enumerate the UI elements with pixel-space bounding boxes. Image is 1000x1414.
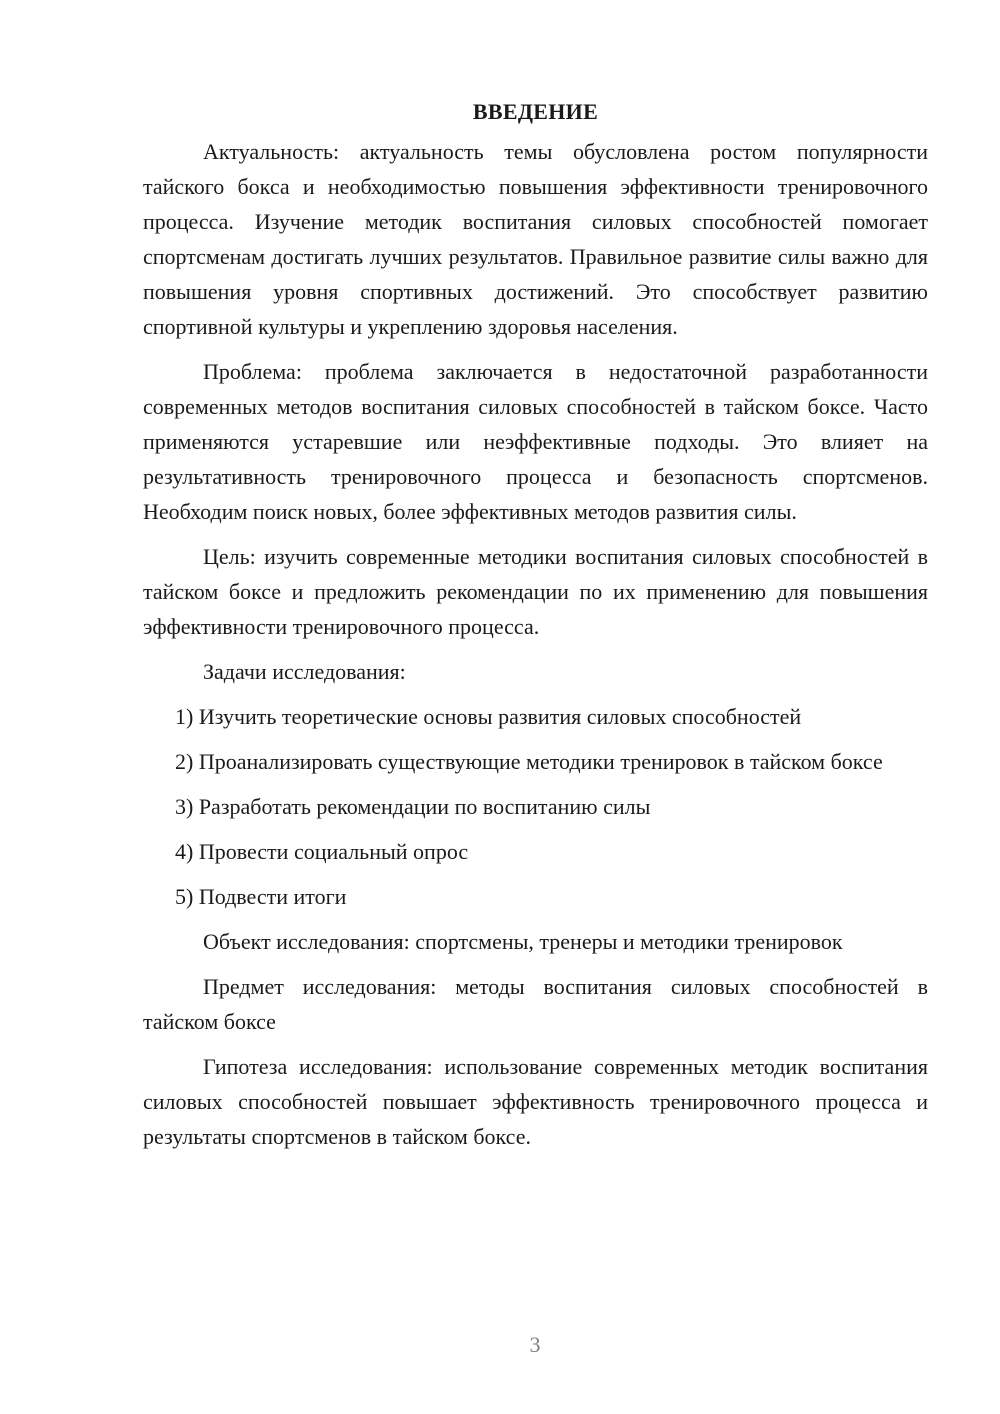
hypothesis-paragraph: Гипотеза исследования: использование современных методик воспитания силовых способностей повышает эффективность тренировочного процесса и результаты спортсменов в тайском боксе. xyxy=(143,1054,928,1149)
page-content xyxy=(143,94,928,1164)
subject-paragraph: Предмет исследования: методы воспитания силовых способностей в тайском боксе xyxy=(143,974,928,1034)
page-number: 3 xyxy=(529,1332,541,1357)
object-paragraph: Объект исследования: спортсмены, тренеры и методики тренировок xyxy=(203,929,843,954)
tasks-heading: Задачи исследования: xyxy=(203,659,406,684)
task-item: 3) Разработать рекомендации по воспитанию силы xyxy=(175,794,651,819)
task-item: 5) Подвести итоги xyxy=(175,884,347,909)
task-item: 1) Изучить теоретические основы развития силовых способностей xyxy=(175,704,802,729)
task-item: 2) Проанализировать существующие методики тренировок в тайском боксе xyxy=(175,749,883,774)
goal-paragraph: Цель: изучить современные методики воспитания силовых способностей в тайском боксе и предложить рекомендации по их применению для повышения эффективности тренировочного процесса. xyxy=(143,544,928,639)
page-title: ВВЕДЕНИЕ xyxy=(472,99,599,124)
problem-paragraph: Проблема: проблема заключается в недостаточной разработанности современных методов воспитания силовых способностей в тайском боксе. Часто применяются устаревшие или неэффективные подходы. Это влияет на результативность тренировочного процесса и безопасность спортсменов. Необходим поиск новых, более эффективных методов развития силы. xyxy=(143,359,928,524)
task-item: 4) Провести социальный опрос xyxy=(175,839,469,864)
relevance-paragraph: Актуальность: актуальность темы обусловлена ростом популярности тайского бокса и необходимостью повышения эффективности тренировочного процесса. Изучение методик воспитания силовых способностей помогает спортсменам достигать лучших результатов. Правильное развитие силы важно для повышения уровня спортивных достижений. Это способствует развитию спортивной культуры и укреплению здоровья населения. xyxy=(143,139,928,339)
